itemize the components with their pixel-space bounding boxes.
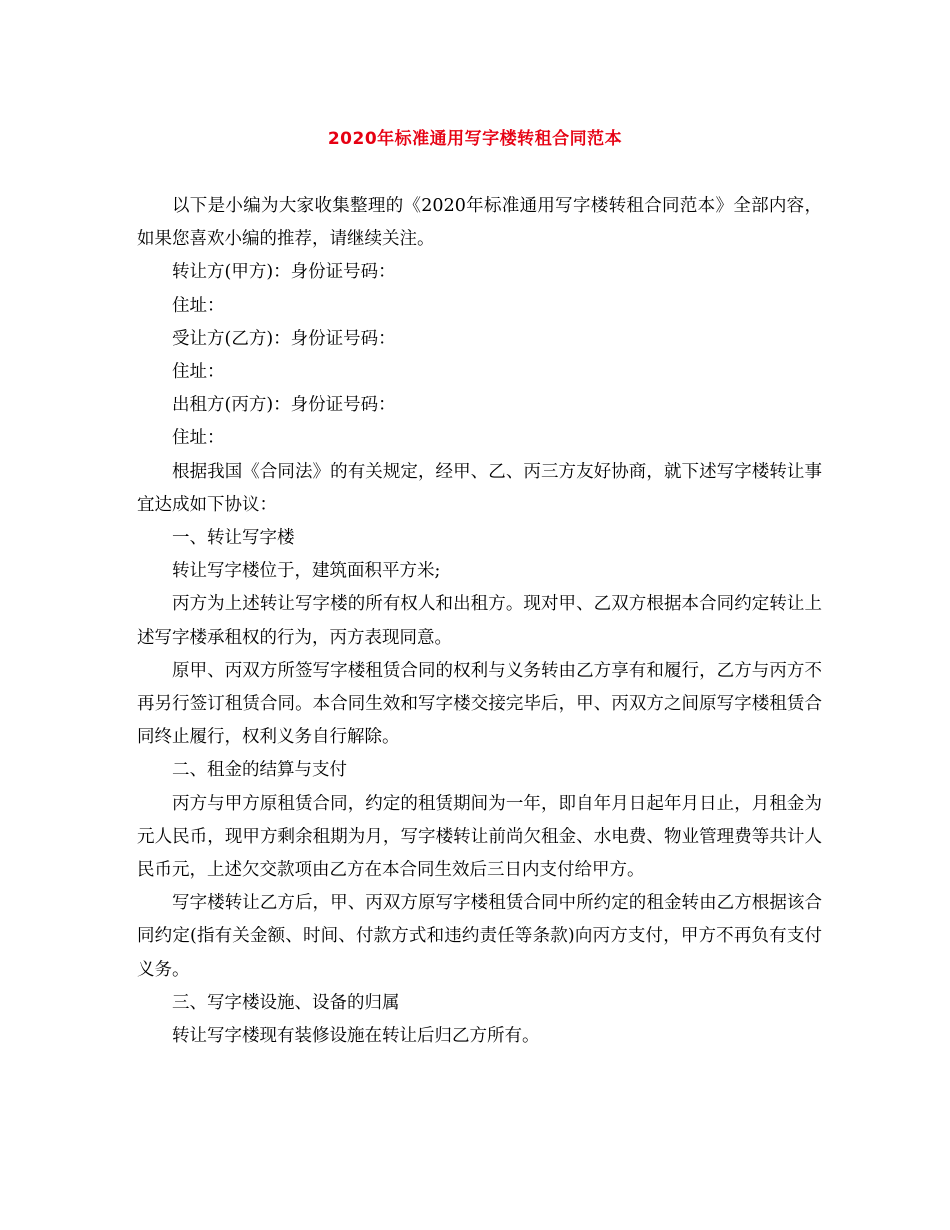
section-1-paragraph-3: 原甲、丙双方所签写字楼租赁合同的权利与义务转由乙方享有和履行，乙方与丙方不再另行签订租赁合同。本合同生效和写字楼交接完毕后，甲、丙双方之间原写字楼租赁合同终止履行，权利义务自行解除。 bbox=[137, 660, 822, 748]
section-heading-3: 三、写字楼设施、设备的归属 bbox=[172, 992, 400, 1013]
party-a-address-line: 住址： bbox=[172, 295, 225, 316]
party-a-line: 转让方(甲方)：身份证号码： bbox=[172, 262, 396, 283]
document-body bbox=[137, 190, 822, 1053]
party-c-address-line: 住址： bbox=[172, 428, 225, 449]
party-c-line: 出租方(丙方)：身份证号码： bbox=[172, 395, 396, 416]
section-3-paragraph-1: 转让写字楼现有装修设施在转让后归乙方所有。 bbox=[172, 1026, 540, 1047]
section-heading-1: 一、转让写字楼 bbox=[172, 528, 295, 549]
intro-paragraph: 以下是小编为大家收集整理的《2020年标准通用写字楼转租合同范本》全部内容，如果您喜欢小编的推荐，请继续关注。 bbox=[137, 196, 822, 250]
section-2-paragraph-1: 丙方与甲方原租赁合同，约定的租赁期间为一年，即自年月日起年月日止，月租金为元人民币，现甲方剩余租期为月，写字楼转让前尚欠租金、水电费、物业管理费等共计人民币元，上述欠交款项由乙方在本合同生效后三日内支付给甲方。 bbox=[137, 793, 822, 881]
agreement-preamble: 根据我国《合同法》的有关规定，经甲、乙、丙三方友好协商，就下述写字楼转让事宜达成如下协议： bbox=[137, 461, 822, 515]
section-1-paragraph-2: 丙方为上述转让写字楼的所有权人和出租方。现对甲、乙双方根据本合同约定转让上述写字楼承租权的行为，丙方表现同意。 bbox=[137, 594, 822, 648]
section-2-paragraph-2: 写字楼转让乙方后，甲、丙双方原写字楼租赁合同中所约定的租金转由乙方根据该合同约定(指有关金额、时间、付款方式和违约责任等条款)向丙方支付，甲方不再负有支付义务。 bbox=[137, 893, 822, 980]
section-1-paragraph-1: 转让写字楼位于，建筑面积平方米; bbox=[172, 561, 441, 582]
section-heading-2: 二、租金的结算与支付 bbox=[172, 760, 347, 781]
document-title: 2020年标准通用写字楼转租合同范本 bbox=[327, 129, 623, 149]
party-b-address-line: 住址： bbox=[172, 362, 225, 383]
party-b-line: 受让方(乙方)：身份证号码： bbox=[172, 328, 396, 349]
